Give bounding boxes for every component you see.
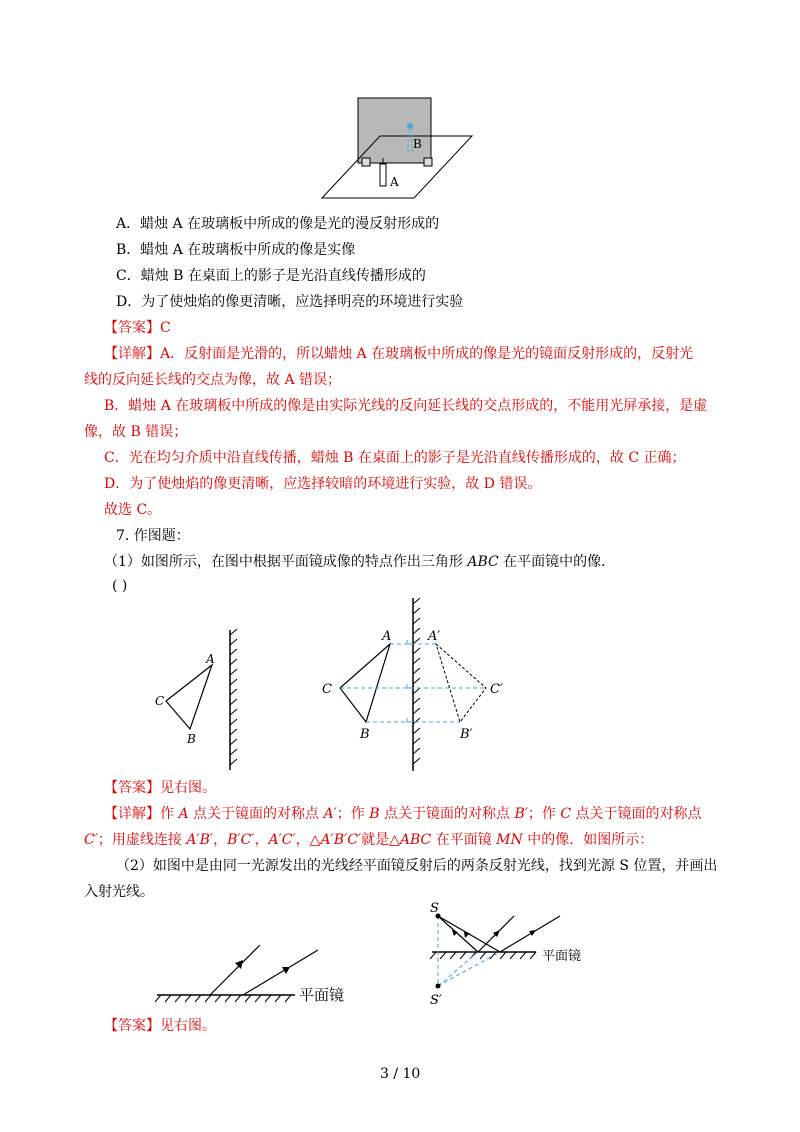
q7-part1: （1）如图所示，在图中根据平面镜成像的特点作出三角形 ABC 在平面镜中的像． [104,554,616,570]
q7-part2-line-2: 入射光线。 [84,884,154,900]
option-a: A．蜡烛 A 在玻璃板中所成的像是光的漫反射形成的 [116,216,440,232]
detail-1-d: D．为了使烛焰的像更清晰，应选择较暗的环境进行实验，故 D 错误。 [104,476,542,492]
answer-3: 【答案】见右图。 [104,1018,216,1034]
mirror-label: 平面镜 [542,949,582,964]
detail-2-line-2: C′；用虚线连接 A′B′，B′C′，A′C′，△A′B′C′就是△ABC 在平面镜 MN 中的像．如图所示： [84,832,654,848]
label-c-prime: C′ [490,682,503,697]
label-a-prime: A′ [428,629,441,644]
option-c: C．蜡烛 B 在桌面上的影子是光沿直线传播形成的 [116,268,426,284]
candle-mirror-figure [320,96,480,201]
label-c: C [322,682,332,697]
q7-title: 7. 作图题： [116,528,190,544]
option-b: B．蜡烛 A 在玻璃板中所成的像是实像 [116,242,356,258]
answer-2: 【答案】见右图。 [104,780,216,796]
label-b-prime: B′ [460,727,473,742]
detail-1-c: C．光在均匀介质中沿直线传播，蜡烛 B 在桌面上的影子是光沿直线传播形成的，故 C 正确； [104,450,686,466]
detail-1-b1: B．蜡烛 A 在玻璃板中所成的像是由实际光线的反向延长线的交点形成的，不能用光屏承接，是虚 [104,398,708,414]
light-source-answer-figure [428,902,598,1008]
label-a: A [390,175,399,189]
label-b: B [360,727,370,742]
reflected-rays-figure [155,940,365,1010]
q7-blank: ( ) [112,578,128,594]
label-a: A [206,652,215,666]
detail-1-conclusion: 故选 C。 [104,502,162,518]
answer-1: 【答案】C [104,320,171,336]
triangle-mirror-answer-figure [318,596,518,776]
detail-1-a1: 【详解】A．反射面是光滑的，所以蜡烛 A 在玻璃板中所成的像是光的镜面反射形成的，反射光 [104,346,694,362]
mirror-label: 平面镜 [299,986,345,1004]
label-a: A [382,629,392,644]
detail-2-line-1: 【详解】作 A 点关于镜面的对称点 A′；作 B 点关于镜面的对称点 B′；作 C 点关于镜面的对称点 [104,806,702,822]
label-b: B [413,137,422,151]
label-c: C [155,694,165,708]
label-s: S [430,901,439,916]
option-d: D．为了使烛焰的像更清晰，应选择明亮的环境进行实验 [116,294,464,310]
q7-part2-line-1: （2）如图中是由同一光源发出的光线经平面镜反射后的两条反射光线，找到光源 S 位置，并画出 [116,858,718,874]
page-number: 3 / 10 [380,1066,421,1082]
label-b: B [187,732,196,746]
triangle-mirror-figure [150,625,250,775]
detail-1-a2: 线的反向延长线的交点为像，故 A 错误； [84,372,342,388]
label-s-prime: S′ [430,993,442,1008]
detail-1-b2: 像，故 B 错误； [84,424,188,440]
